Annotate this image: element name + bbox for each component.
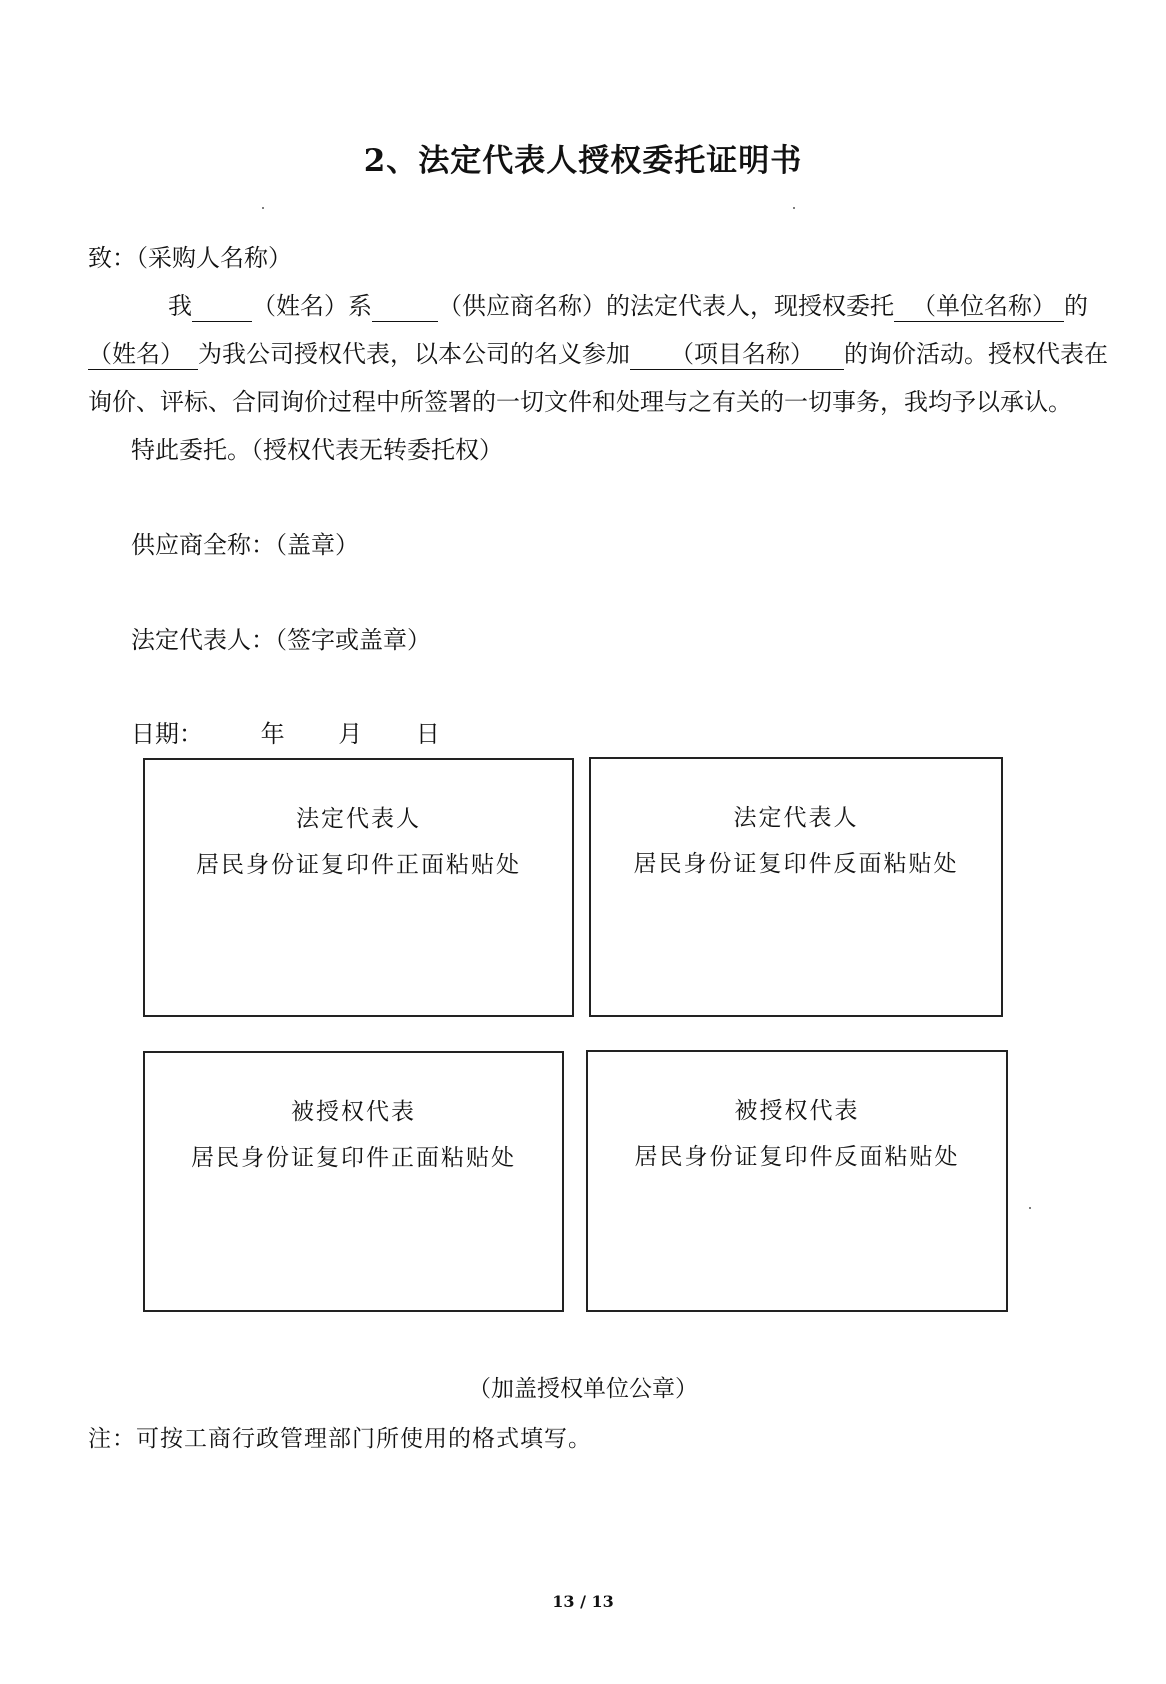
date-year: 年 <box>260 720 285 748</box>
text-name-label: （姓名）系 <box>252 292 372 320</box>
document-title: 2、法定代表人授权委托证明书 <box>363 143 803 179</box>
text-authorized: 为我公司授权代表，以本公司的名义参加 <box>198 340 630 368</box>
text-inquiry: 的询价活动。授权代表在 <box>844 340 1108 368</box>
special-note: 特此委托。（授权代表无转委托权） <box>131 436 503 464</box>
date-month: 月 <box>338 720 363 748</box>
scan-speck <box>1029 1207 1031 1209</box>
project-name-field: （项目名称） <box>630 341 844 370</box>
footnote: 注：可按工商行政管理部门所使用的格式填写。 <box>88 1426 592 1452</box>
paragraph-line-3: 询价、评标、合同询价过程中所签署的一切文件和处理与之有关的一切事务，我均予以承认。 <box>88 388 1072 416</box>
seal-note: （加盖授权单位公章） <box>468 1376 698 1402</box>
scan-speck <box>793 207 795 209</box>
id-box-caption: 居民身份证复印件反面粘贴处 <box>633 851 959 877</box>
id-box-caption: 居民身份证复印件正面粘贴处 <box>196 852 521 878</box>
id-box-caption: 居民身份证复印件正面粘贴处 <box>191 1145 516 1171</box>
supplier-full-name: 供应商全称：（盖章） <box>131 531 359 559</box>
date-label: 日期： <box>131 720 203 748</box>
name-field: （姓名） <box>88 341 198 370</box>
id-box-legal-rep-front <box>143 758 574 1017</box>
scan-speck <box>262 207 264 209</box>
text-legal-rep: （供应商名称）的法定代表人，现授权委托 <box>438 292 894 320</box>
text-i: 我 <box>168 292 192 320</box>
blank-name <box>192 293 252 322</box>
page-number: 13 / 13 <box>552 1592 614 1611</box>
paragraph-line-1 <box>168 286 1088 322</box>
text-of: 的 <box>1064 292 1088 320</box>
id-box-title: 法定代表人 <box>296 806 421 832</box>
addressee-line: 致：（采购人名称） <box>88 244 292 272</box>
date-day: 日 <box>415 720 440 748</box>
paragraph-line-2 <box>88 334 1108 370</box>
blank-supplier <box>372 293 438 322</box>
id-box-title: 法定代表人 <box>733 805 859 831</box>
id-box-legal-rep-back <box>589 757 1003 1017</box>
date-line <box>131 714 440 749</box>
legal-representative: 法定代表人：（签字或盖章） <box>131 626 431 654</box>
id-box-caption: 居民身份证复印件反面粘贴处 <box>634 1144 960 1170</box>
id-box-authorized-front <box>143 1051 564 1312</box>
id-box-authorized-back <box>586 1050 1008 1312</box>
id-box-title: 被授权代表 <box>291 1099 416 1125</box>
id-box-title: 被授权代表 <box>734 1098 860 1124</box>
unit-name-field: （单位名称） <box>894 293 1064 322</box>
